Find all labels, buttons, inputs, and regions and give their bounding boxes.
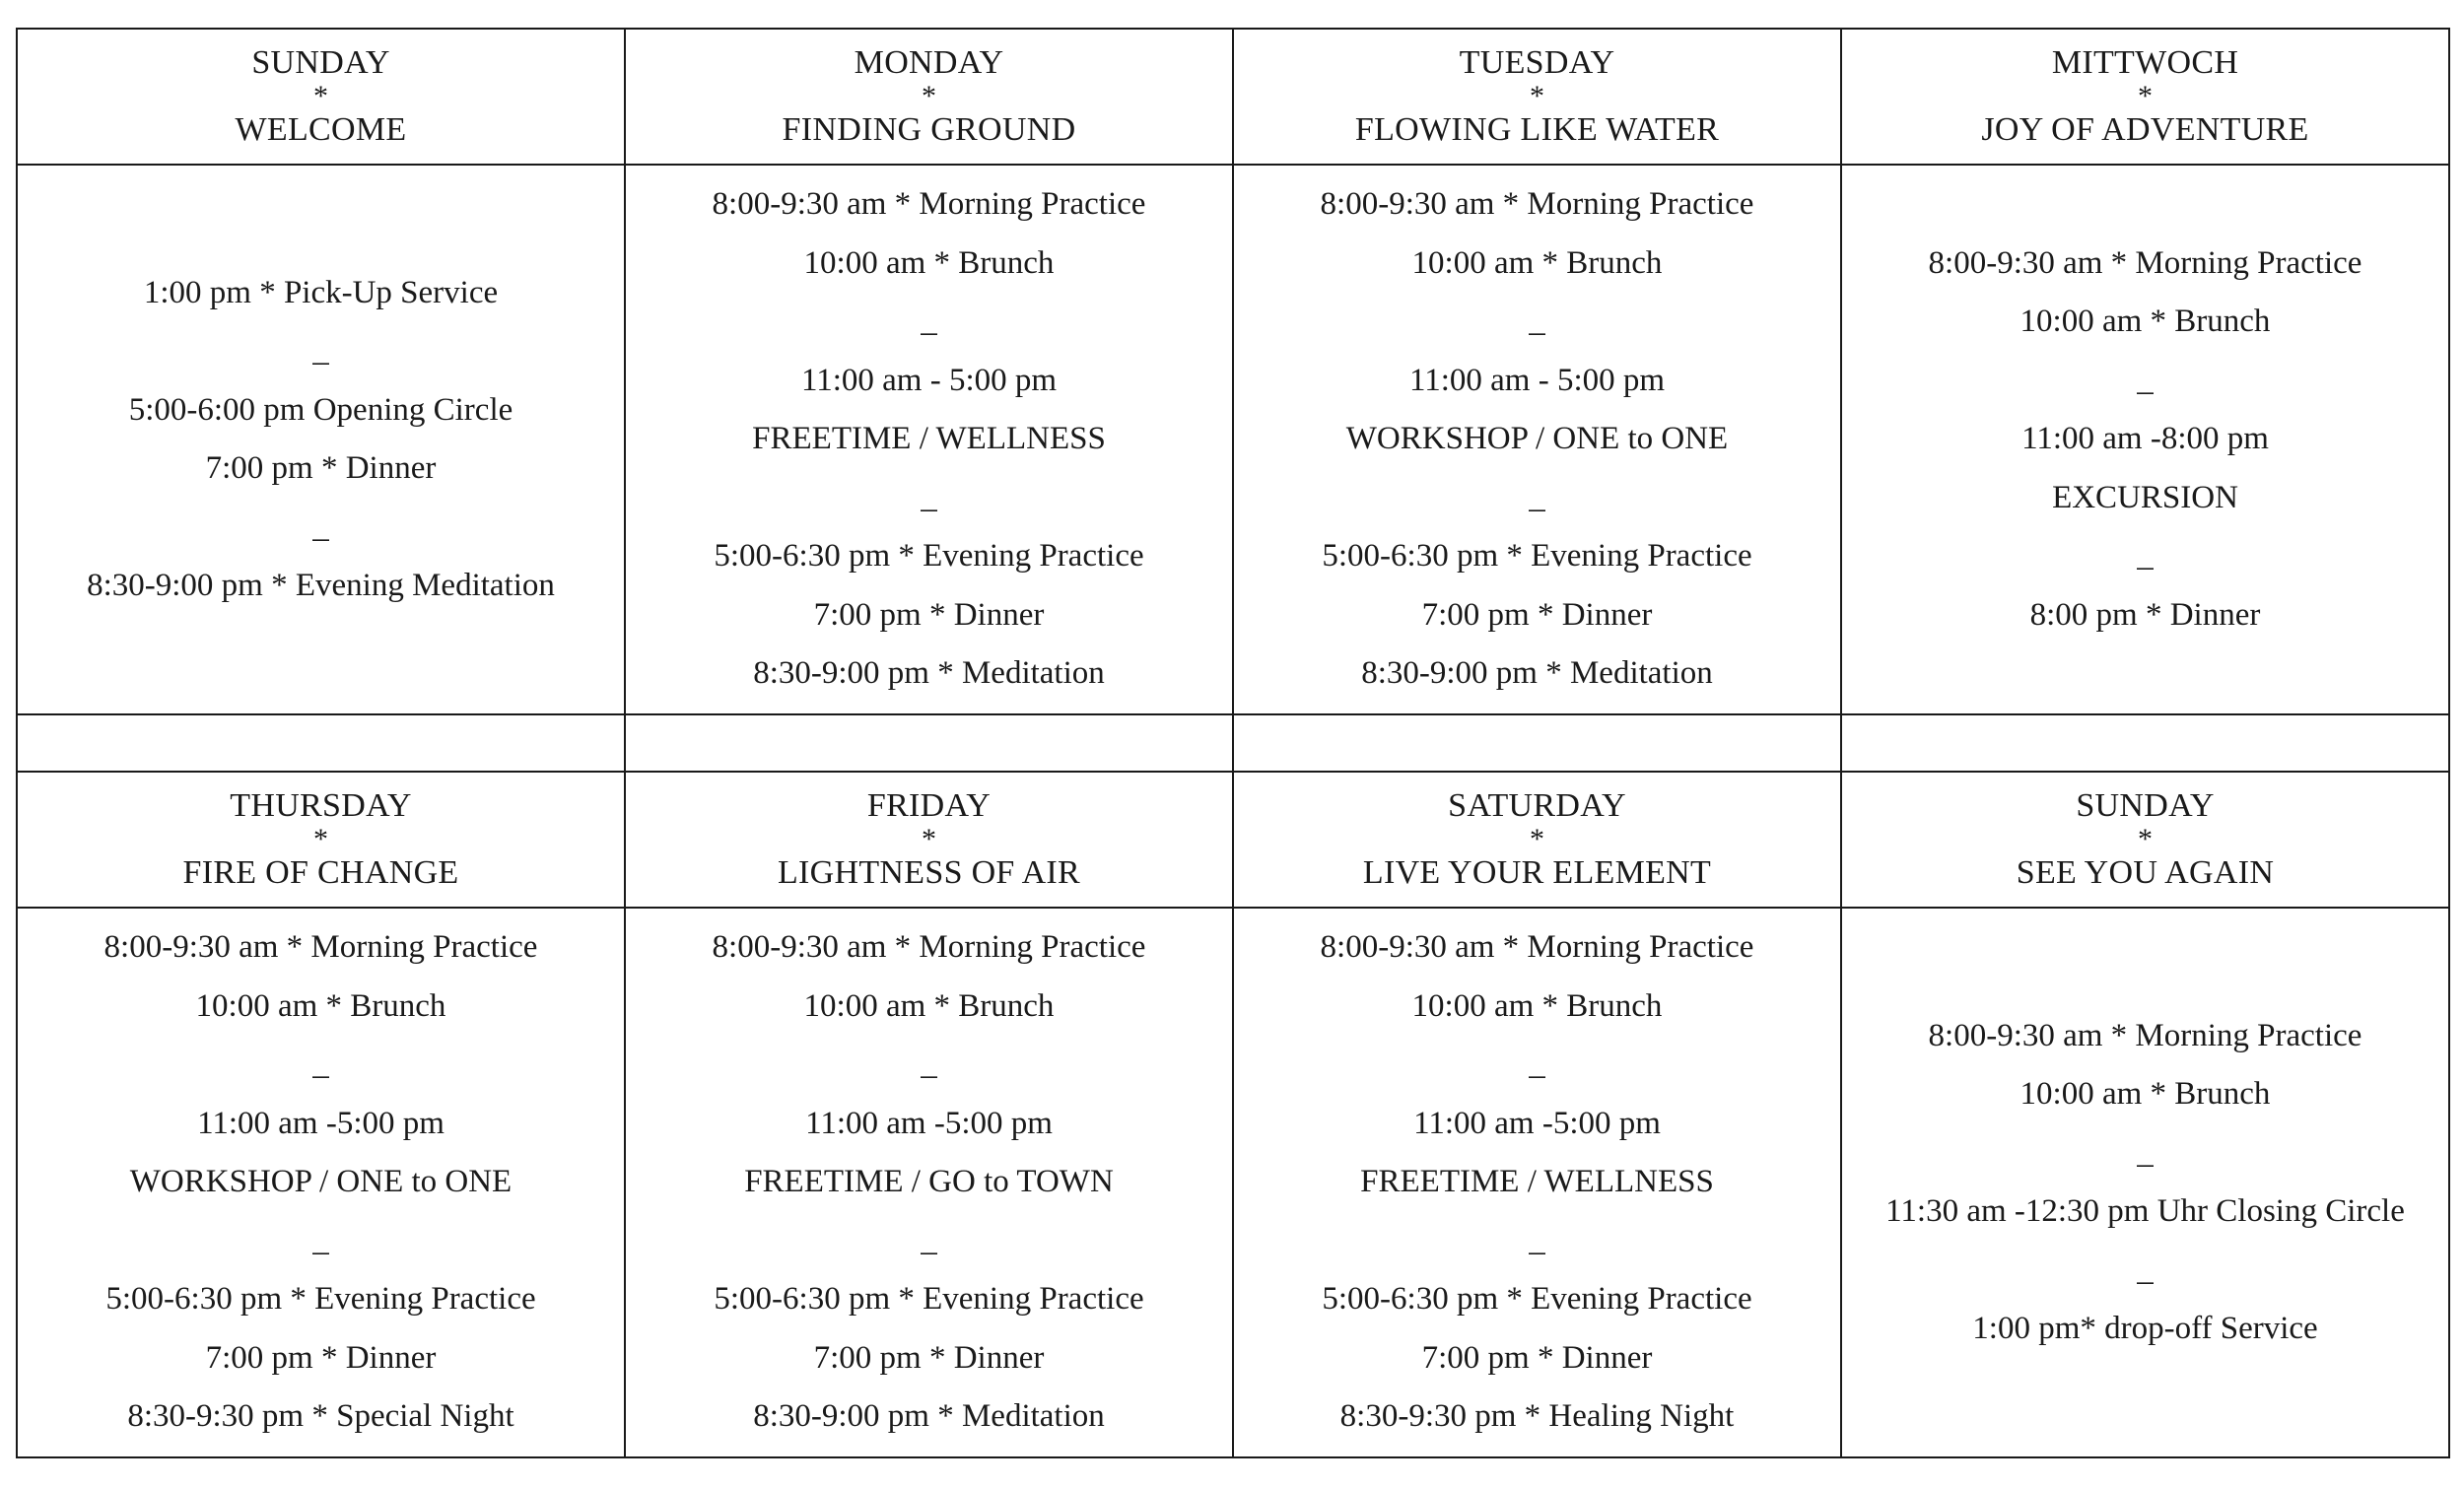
day-theme: WELCOME (235, 111, 407, 148)
schedule-entry: 8:30-9:30 pm * Healing Night (1339, 1398, 1735, 1435)
day-header-cell (1233, 29, 1841, 165)
schedule-entry: 10:00 am * Brunch (803, 987, 1055, 1024)
schedule-row (17, 165, 2449, 714)
schedule-divider: _ (921, 479, 937, 515)
day-header-cell (17, 772, 625, 908)
separator-star: * (2138, 823, 2153, 855)
day-header-cell (625, 772, 1233, 908)
day-name: SUNDAY (2076, 787, 2215, 824)
schedule-divider: _ (921, 1047, 937, 1083)
schedule-entry: 8:00-9:30 am * Morning Practice (1928, 244, 2362, 281)
schedule-entry: 7:00 pm * Dinner (205, 1339, 437, 1376)
schedule-entry: 8:00-9:30 am * Morning Practice (1320, 186, 1754, 223)
schedule-entry: 8:30-9:00 pm * Evening Meditation (87, 568, 555, 603)
schedule-entry: 8:30-9:00 pm * Meditation (1361, 655, 1713, 692)
schedule-entry: FREETIME / WELLNESS (1360, 1164, 1714, 1200)
day-schedule-cell (625, 165, 1233, 714)
day-name: MITTWOCH (2051, 44, 2239, 81)
day-name: SUNDAY (251, 44, 390, 81)
schedule-entry: 1:00 pm * Pick-Up Service (143, 274, 499, 310)
schedule-divider: _ (2137, 362, 2154, 398)
day-name: MONDAY (854, 44, 1004, 81)
weekly-schedule-table (16, 28, 2450, 1458)
day-schedule-cell (1841, 908, 2449, 1457)
spacer-cell (1233, 714, 1841, 772)
separator-star: * (922, 80, 936, 112)
day-theme: FINDING GROUND (782, 111, 1076, 148)
separator-star: * (1530, 823, 1544, 855)
day-schedule-cell (17, 165, 625, 714)
schedule-entry: 8:30-9:30 pm * Special Night (127, 1398, 514, 1435)
header-row (17, 29, 2449, 165)
day-theme: FIRE OF CHANGE (182, 854, 459, 891)
day-schedule-cell (1841, 165, 2449, 714)
schedule-entry: 5:00-6:30 pm * Evening Practice (1322, 1281, 1752, 1318)
schedule-divider: _ (921, 304, 937, 340)
day-schedule-cell (17, 908, 625, 1457)
separator-star: * (313, 80, 328, 112)
day-theme: LIGHTNESS OF AIR (777, 854, 1081, 891)
schedule-entry: 8:00-9:30 am * Morning Practice (1320, 929, 1754, 966)
day-schedule-cell (625, 908, 1233, 1457)
schedule-entry: 7:00 pm * Dinner (205, 450, 437, 486)
day-header-cell (1841, 29, 2449, 165)
day-header-cell (1841, 772, 2449, 908)
schedule-divider: _ (312, 508, 329, 545)
header-row (17, 772, 2449, 908)
schedule-entry: FREETIME / WELLNESS (752, 421, 1106, 457)
schedule-entry: WORKSHOP / ONE to ONE (129, 1164, 513, 1200)
spacer-cell (625, 714, 1233, 772)
separator-star: * (922, 823, 936, 855)
schedule-entry: 10:00 am * Brunch (1411, 987, 1663, 1024)
schedule-entry: 11:00 am - 5:00 pm (800, 362, 1058, 398)
schedule-entry: 11:00 am -5:00 pm (805, 1105, 1053, 1141)
schedule-entry: 10:00 am * Brunch (1411, 244, 1663, 281)
schedule-entry: 8:30-9:00 pm * Meditation (753, 1398, 1105, 1435)
schedule-divider: _ (2137, 538, 2154, 575)
schedule-entry: 8:00-9:30 am * Morning Practice (712, 929, 1146, 966)
schedule-divider: _ (312, 333, 329, 369)
schedule-entry: 5:00-6:30 pm * Evening Practice (714, 538, 1144, 575)
day-name: FRIDAY (866, 787, 992, 824)
schedule-entry: 11:00 am -5:00 pm (197, 1105, 445, 1141)
schedule-entry: 11:00 am - 5:00 pm (1408, 362, 1666, 398)
schedule-entry: 8:00-9:30 am * Morning Practice (712, 186, 1146, 223)
day-name: SATURDAY (1448, 787, 1626, 824)
day-name: THURSDAY (230, 787, 412, 824)
schedule-entry: EXCURSION (2052, 479, 2238, 515)
schedule-entry: 11:00 am -5:00 pm (1413, 1105, 1661, 1141)
day-theme: JOY OF ADVENTURE (1981, 111, 2309, 148)
schedule-entry: 7:00 pm * Dinner (1421, 596, 1653, 633)
schedule-entry: 5:00-6:30 pm * Evening Practice (714, 1281, 1144, 1318)
schedule-entry: 10:00 am * Brunch (803, 244, 1055, 281)
day-header-cell (1233, 772, 1841, 908)
spacer-row (17, 714, 2449, 772)
schedule-entry: 10:00 am * Brunch (195, 987, 446, 1024)
separator-star: * (313, 823, 328, 855)
day-schedule-cell (1233, 165, 1841, 714)
schedule-divider: _ (2137, 1251, 2154, 1288)
schedule-divider: _ (1529, 1047, 1545, 1083)
schedule-entry: 7:00 pm * Dinner (1421, 1339, 1653, 1376)
schedule-divider: _ (312, 1047, 329, 1083)
schedule-entry: 10:00 am * Brunch (2019, 304, 2271, 340)
day-theme: LIVE YOUR ELEMENT (1362, 854, 1712, 891)
schedule-divider: _ (1529, 304, 1545, 340)
schedule-divider: _ (312, 1222, 329, 1258)
schedule-entry: 8:00 pm * Dinner (2029, 596, 2261, 633)
day-header-cell (625, 29, 1233, 165)
schedule-entry: FREETIME / GO to TOWN (744, 1164, 1114, 1200)
spacer-cell (17, 714, 625, 772)
schedule-entry: 5:00-6:30 pm * Evening Practice (105, 1281, 536, 1318)
separator-star: * (1530, 80, 1544, 112)
schedule-entry: 7:00 pm * Dinner (813, 596, 1045, 633)
day-theme: FLOWING LIKE WATER (1354, 111, 1720, 148)
day-name: TUESDAY (1459, 44, 1615, 81)
schedule-divider: _ (2137, 1134, 2154, 1171)
schedule-row (17, 908, 2449, 1457)
day-theme: SEE YOU AGAIN (2016, 854, 2275, 891)
schedule-entry: 11:30 am -12:30 pm Uhr Closing Circle (1885, 1193, 2405, 1229)
schedule-entry: 10:00 am * Brunch (2019, 1076, 2271, 1112)
schedule-entry: WORKSHOP / ONE to ONE (1345, 421, 1729, 457)
schedule-entry: 8:00-9:30 am * Morning Practice (103, 929, 538, 966)
schedule-divider: _ (1529, 1222, 1545, 1258)
schedule-entry: 7:00 pm * Dinner (813, 1339, 1045, 1376)
day-header-cell (17, 29, 625, 165)
schedule-entry: 8:30-9:00 pm * Meditation (753, 655, 1105, 692)
schedule-divider: _ (921, 1222, 937, 1258)
schedule-entry: 5:00-6:30 pm * Evening Practice (1322, 538, 1752, 575)
schedule-divider: _ (1529, 479, 1545, 515)
schedule-entry: 5:00-6:00 pm Opening Circle (128, 391, 513, 428)
schedule-entry: 8:00-9:30 am * Morning Practice (1928, 1017, 2362, 1053)
day-schedule-cell (1233, 908, 1841, 1457)
separator-star: * (2138, 80, 2153, 112)
spacer-cell (1841, 714, 2449, 772)
schedule-entry: 11:00 am -8:00 pm (2021, 421, 2269, 457)
schedule-entry: 1:00 pm* drop-off Service (1972, 1311, 2318, 1346)
